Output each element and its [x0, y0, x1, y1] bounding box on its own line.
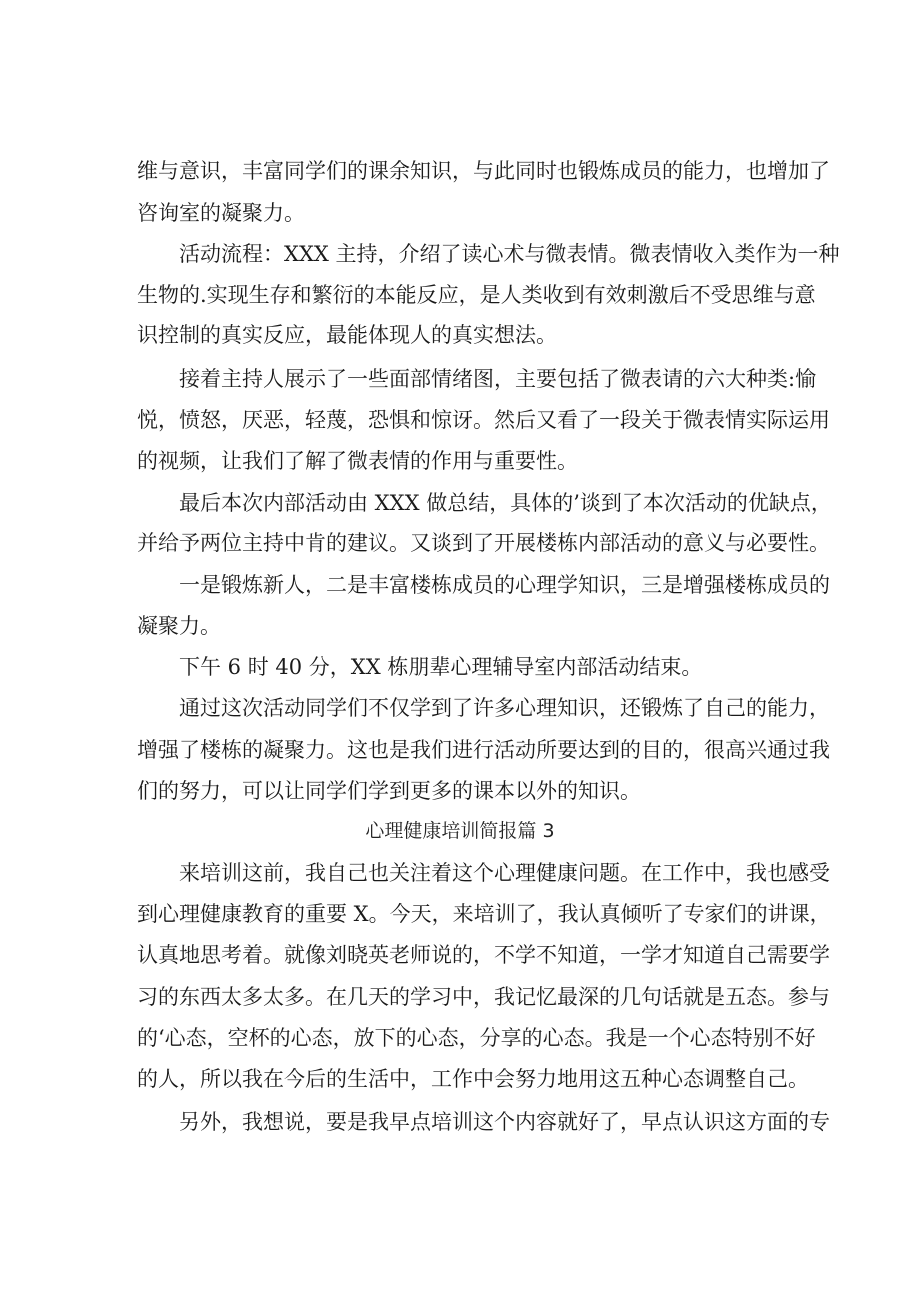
body-text-line: 到心理健康教育的重要 X。今天，来培训了，我认真倾听了专家们的讲课，: [137, 902, 831, 926]
body-text-line: 习的东西太多太多。在几天的学习中，我记忆最深的几句话就是五态。参与: [137, 985, 830, 1009]
body-text-line: 认真地思考着。就像刘晓英老师说的，不学不知道，一学才知道自己需要学: [137, 943, 830, 967]
body-text-line: 通过这次活动同学们不仅学到了许多心理知识，还锻炼了自己的能力，: [179, 696, 830, 720]
body-text-line: 凝聚力。: [137, 614, 221, 638]
body-text-line: 一是锻炼新人，二是丰富楼栋成员的心理学知识，三是增强楼栋成员的: [179, 573, 830, 597]
body-text-line: 下午 6 时 40 分，XX 栋朋辈心理辅导室内部活动结束。: [179, 655, 703, 679]
body-text-line: 的‘心态，空杯的心态，放下的心态，分享的心态。我是一个心态特别不好: [137, 1026, 816, 1050]
body-text-line: 最后本次内部活动由 XXX 做总结，具体的’谈到了本次活动的优缺点，: [179, 491, 832, 515]
body-text-line: 悦，愤怒，厌恶，轻蔑，恐惧和惊讶。然后又看了一段关于微表情实际运用: [137, 408, 830, 432]
body-text-line: 并给予两位主持中肯的建议。又谈到了开展楼栋内部活动的意义与必要性。: [137, 531, 830, 555]
body-text-line: 维与意识，丰富同学们的课余知识，与此同时也锻炼成员的能力，也增加了: [137, 159, 830, 183]
body-text-line: 的人，所以我在今后的生活中，工作中会努力地用这五种心态调整自己。: [137, 1067, 809, 1091]
body-text-line: 接着主持人展示了一些面部情绪图，主要包括了微表请的六大种类:愉: [179, 367, 817, 391]
body-text-line: 咨询室的凝聚力。: [137, 201, 305, 225]
section-heading: 心理健康培训简报篇 3: [365, 820, 555, 842]
body-text-line: 识控制的真实反应，最能体现人的真实想法。: [137, 323, 557, 347]
body-text-line: 增强了楼栋的凝聚力。这也是我们进行活动所要达到的目的，很高兴通过我: [137, 738, 830, 762]
body-text-line: 另外，我想说，要是我早点培训这个内容就好了，早点认识这方面的专: [179, 1110, 830, 1134]
body-text-line: 生物的.实现生存和繁衍的本能反应，是人类收到有效刺激后不受思维与意: [137, 283, 816, 307]
body-text-line: 的视频，让我们了解了微表情的作用与重要性。: [137, 449, 578, 473]
body-text-line: 来培训这前，我自己也关注着这个心理健康问题。在工作中，我也感受: [179, 861, 830, 885]
body-text-line: 们的努力，可以让同学们学到更多的课本以外的知识。: [137, 779, 641, 803]
body-text-line: 活动流程：XXX 主持，介绍了读心术与微表情。微表情收入类作为一种: [179, 242, 840, 266]
